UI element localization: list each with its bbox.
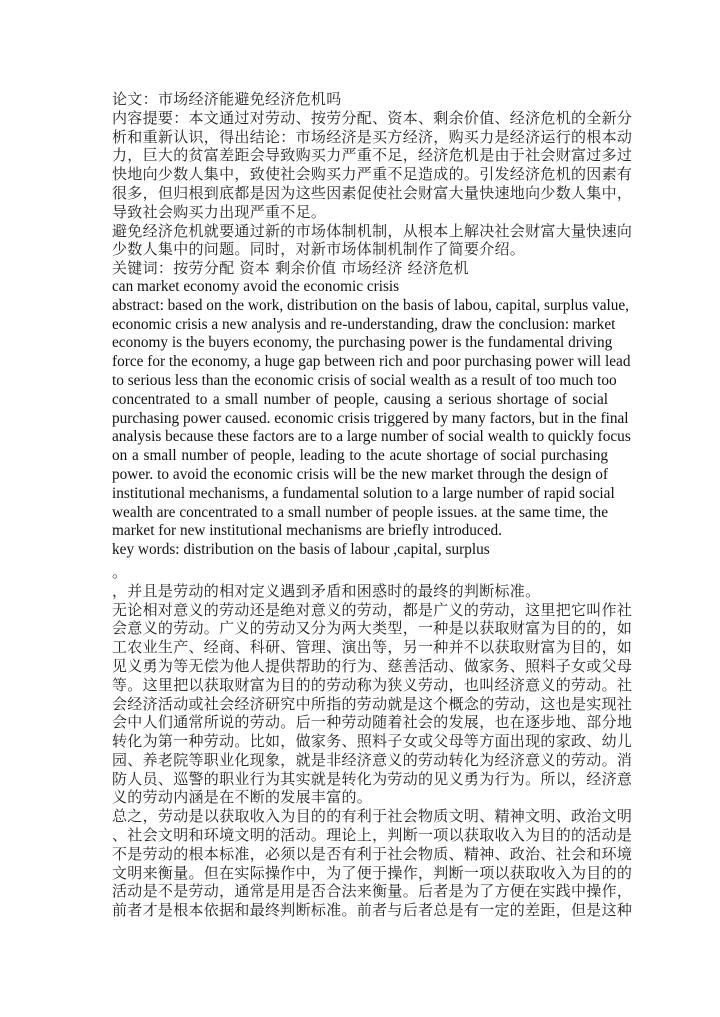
body-line: 会经济活动或社会经济研究中所指的劳动就是这个概念的劳动，这也是实现社 <box>112 694 633 713</box>
zh-abstract-line: 导致社会购买力出现严重不足。 <box>112 202 327 221</box>
body-line: ，并且是劳动的相对定义遇到矛盾和困惑时的最终的判断标准。 <box>112 581 541 600</box>
zh-abstract-line: 避免经济危机就要通过新的市场体制机制，从根本上解决社会财富大量快速向 <box>112 221 633 240</box>
en-abstract-line: force for the economy, a huge gap between rich and poor purchasing power will lead <box>112 353 631 371</box>
body-line: 义的劳动内涵是在不断的发展丰富的。 <box>112 788 373 807</box>
body-line: 活动是不是劳动，通常是用是否合法来衡量。后者是为了方便在实践中操作， <box>112 882 633 901</box>
body-line: 等。这里把以获取财富为目的的劳动称为狭义劳动，也叫经济意义的劳动。社 <box>112 675 633 694</box>
en-keywords: key words: distribution on the basis of labour ,capital, surplus <box>112 541 490 559</box>
zh-keywords: 关键词：按劳分配 资本 剩余价值 市场经济 经济危机 <box>112 259 469 278</box>
zh-abstract-line: 内容提要：本文通过对劳动、按劳分配、资本、剩余价值、经济危机的全新分 <box>112 108 633 127</box>
en-abstract-line: economy is the buyers economy, the purchasing power is the fundamental driving <box>112 334 613 352</box>
en-abstract-line: abstract: based on the work, distribution on the basis of labou, capital, surplus value, <box>112 296 630 314</box>
body-line: 无论相对意义的劳动还是绝对意义的劳动，都是广义的劳动，这里把它叫作社 <box>112 600 633 619</box>
en-abstract-line: analysis because these factors are to a large number of social wealth to quickly focus <box>112 428 631 446</box>
body-line: 防人员、巡警的职业行为其实就是转化为劳动的见义勇为行为。所以，经济意 <box>112 769 633 788</box>
en-abstract-line: purchasing power caused. economic crisis triggered by many factors, but in the final <box>112 409 629 427</box>
body-line: 工农业生产、经商、科研、管理、演出等，另一种并不以获取财富为目的，如 <box>112 638 633 657</box>
body-line: 总之，劳动是以获取收入为目的的有利于社会物质文明、精神文明、政治文明 <box>112 807 633 826</box>
en-title: can market economy avoid the economic crisis <box>112 277 400 295</box>
body-line: 园、养老院等职业化现象，就是非经济意义的劳动转化为经济意义的劳动。消 <box>112 750 633 769</box>
zh-abstract-line: 析和重新认识，得出结论：市场经济是买方经济，购买力是经济运行的根本动 <box>112 127 633 146</box>
document-title: 论文：市场经济能避免经济危机吗 <box>112 90 342 108</box>
en-abstract-line: market for new institutional mechanisms are briefly introduced. <box>112 522 502 540</box>
en-abstract-line: on a small number of people, leading to the acute shortage of social purchasing <box>112 447 608 465</box>
body-line: 前者才是根本依据和最终判断标准。前者与后者总是有一定的差距，但是这种 <box>112 901 633 920</box>
body-line: 文明来衡量。但在实际操作中，为了便于操作，判断一项以获取收入为目的的 <box>112 863 633 882</box>
zh-abstract-line: 快地向少数人集中，致使社会购买力严重不足造成的。引发经济危机的因素有 <box>112 165 633 184</box>
body-line: 会意义的劳动。广义的劳动又分为两大类型，一种是以获取财富为目的的，如 <box>112 619 633 638</box>
en-abstract-line: wealth are concentrated to a small number of people issues. at the same time, the <box>112 503 608 521</box>
body-line: 见义勇为等无偿为他人提供帮助的行为、慈善活动、做家务、照料子女或父母 <box>112 656 633 675</box>
zh-abstract-line: 力，巨大的贫富差距会导致购买力严重不足，经济危机是由于社会财富过多过 <box>112 146 633 165</box>
en-abstract-line: economic crisis a new analysis and re-understanding, draw the conclusion: market <box>112 315 616 333</box>
body-line: 转化为第一种劳动。比如，做家务、照料子女或父母等方面出现的家政、幼儿 <box>112 732 633 751</box>
en-abstract-line: concentrated to a small number of people, causing a serious shortage of social <box>112 390 608 408</box>
zh-abstract-line: 很多，但归根到底都是因为这些因素促使社会财富大量快速地向少数人集中， <box>112 183 633 202</box>
en-abstract-line: to serious less than the economic crisis of social wealth as a result of too much too <box>112 371 617 389</box>
body-line: 不是劳动的根本标准，必须以是否有利于社会物质、精神、政治、社会和环境 <box>112 844 633 863</box>
document-page <box>112 90 633 920</box>
zh-abstract-line: 少数人集中的问题。同时，对新市场体制机制作了简要介绍。 <box>112 240 526 259</box>
stray-punctuation: 。 <box>112 562 128 581</box>
en-abstract-line: power. to avoid the economic crisis will be the new market through the design of <box>112 465 608 483</box>
body-line: 会中人们通常所说的劳动。后一种劳动随着社会的发展，也在逐步地、部分地 <box>112 713 633 732</box>
body-line: 、社会文明和环境文明的活动。理论上，判断一项以获取收入为目的的活动是 <box>112 826 633 845</box>
en-abstract-line: institutional mechanisms, a fundamental solution to a large number of rapid social <box>112 484 615 502</box>
